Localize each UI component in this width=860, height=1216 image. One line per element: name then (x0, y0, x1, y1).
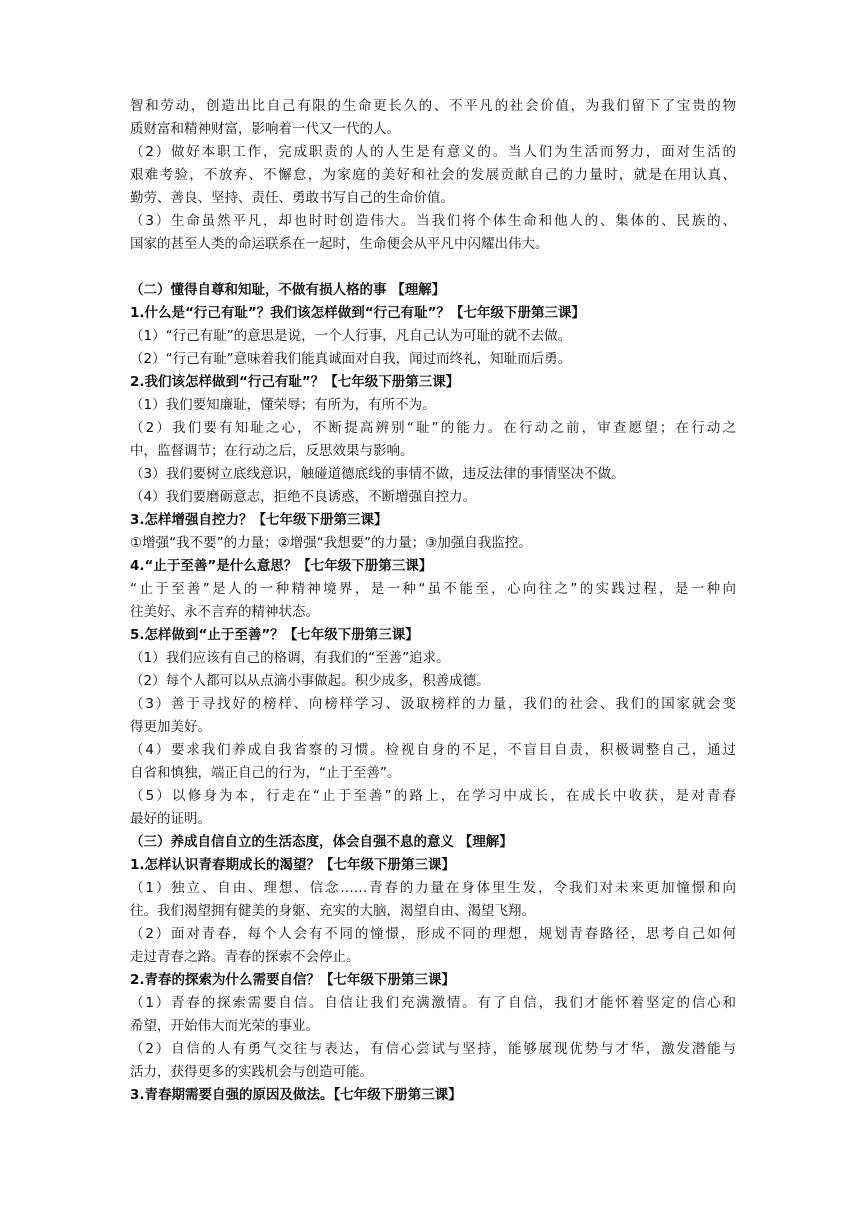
section-heading: 2.我们该怎样做到“行己有耻”？【七年级下册第三课】 (130, 374, 460, 390)
text-line: 自省和慎独，端正自己的行为，“止于至善”。 (130, 765, 401, 781)
text-line: ①增强“我不要”的力量；②增强“我想要”的力量；③加强自我监控。 (130, 535, 532, 551)
section-heading: 1.怎样认识青春期成长的渴望？【七年级下册第三课】 (130, 857, 456, 873)
text-line: （2）自信的人有勇气交往与表达，有信心尝试与坚持，能够展现优势与才华，激发潜能与 (130, 1041, 736, 1057)
section-heading: 4.“止于至善”是什么意思？【七年级下册第三课】 (130, 558, 433, 574)
section-heading: 3.青春期需要自强的原因及做法。【七年级下册第三课】 (130, 1087, 462, 1103)
text-line: 勤劳、善良、坚持、责任、勇敢书写自己的生命价值。 (130, 190, 454, 206)
text-line: 往美好、永不言弃的精神状态。 (130, 604, 319, 620)
text-line: 走过青春之路。青春的探索不会停止。 (130, 949, 360, 965)
text-line: （2）我们要有知耻之心，不断提高辨别“耻”的能力。在行动之前，审查愿望；在行动之 (130, 420, 736, 436)
section-heading: （二）懂得自尊和知耻，不做有损人格的事 【理解】 (130, 282, 446, 298)
text-line: （1）“行己有耻”的意思是说，一个人行事，凡自己认为可耻的就不去做。 (130, 328, 572, 344)
text-line: “止于至善”是人的一种精神境界，是一种“虽不能至，心向往之”的实践过程，是一种向 (130, 581, 736, 597)
text-line: （3）生命虽然平凡，却也时时创造伟大。当我们将个体生命和他人的、集体的、民族的、 (130, 213, 736, 229)
section-heading: 5.怎样做到“止于至善”？【七年级下册第三课】 (130, 627, 419, 643)
text-line: （1）独立、自由、理想、信念……青春的力量在身体里生发，令我们对未来更加憧憬和向 (130, 880, 736, 896)
text-line: 质财富和精神财富，影响着一代又一代的人。 (130, 121, 400, 137)
section-heading: （三）养成自信自立的生活态度，体会自强不息的意义 【理解】 (130, 834, 513, 850)
text-line: （2）面对青春，每个人会有不同的憧憬，形成不同的理想，规划青春路径，思考自己如何 (130, 926, 736, 942)
text-line: （1）青春的探索需要自信。自信让我们充满激情。有了自信，我们才能怀着坚定的信心和 (130, 995, 736, 1011)
text-line: 最好的证明。 (130, 811, 211, 827)
text-line: 得更加美好。 (130, 719, 211, 735)
text-line: 希望，开始伟大而光荣的事业。 (130, 1018, 319, 1034)
text-line: 中，监督调节；在行动之后，反思效果与影响。 (130, 443, 414, 459)
text-line: 艰难考验，不放弃、不懈怠，为家庭的美好和社会的发展贡献自己的力量时，就是在用认真、 (130, 167, 736, 183)
text-line: （4）我们要磨砺意志，拒绝不良诱惑，不断增强自控力。 (130, 489, 477, 505)
text-line: 往。我们渴望拥有健美的身躯、充实的大脑，渴望自由、渴望飞翔。 (130, 903, 535, 919)
section-heading: 1.什么是“行己有耻”？我们该怎样做到“行己有耻”？【七年级下册第三课】 (130, 305, 586, 321)
text-line: （1）我们应该有自己的格调，有我们的“至善”追求。 (130, 650, 450, 666)
section-heading: 2.青春的探索为什么需要自信？【七年级下册第三课】 (130, 972, 456, 988)
text-line: （2）做好本职工作，完成职责的人的人生是有意义的。当人们为生活而努力，面对生活的 (130, 144, 736, 160)
text-line: （4）要求我们养成自我省察的习惯。检视自身的不足，不盲目自责，积极调整自己，通过 (130, 742, 736, 758)
section-heading: 3.怎样增强自控力？【七年级下册第三课】 (130, 512, 388, 528)
text-line: （2）每个人都可以从点滴小事做起。积少成多，积善成德。 (130, 673, 490, 689)
text-line: （1）我们要知廉耻，懂荣辱；有所为，有所不为。 (130, 397, 436, 413)
text-line: 智和劳动，创造出比自己有限的生命更长久的、不平凡的社会价值，为我们留下了宝贵的物 (130, 98, 736, 114)
blank-line (130, 256, 736, 279)
text-line: （3）善于寻找好的榜样、向榜样学习、汲取榜样的力量，我们的社会、我们的国家就会变 (130, 696, 736, 712)
text-line: （2）“行己有耻”意味着我们能真诚面对自我，闻过而终礼，知耻而后勇。 (130, 351, 572, 367)
text-line: 活力，获得更多的实践机会与创造可能。 (130, 1064, 373, 1080)
text-line: （5）以修身为本，行走在“止于至善”的路上，在学习中成长，在成长中收获，是对青春 (130, 788, 736, 804)
text-line: （3）我们要树立底线意识，触碰道德底线的事情不做，违反法律的事情坚决不做。 (130, 466, 625, 482)
text-line: 国家的甚至人类的命运联系在一起时，生命便会从平凡中闪耀出伟大。 (130, 236, 549, 252)
document-page (130, 95, 736, 1107)
